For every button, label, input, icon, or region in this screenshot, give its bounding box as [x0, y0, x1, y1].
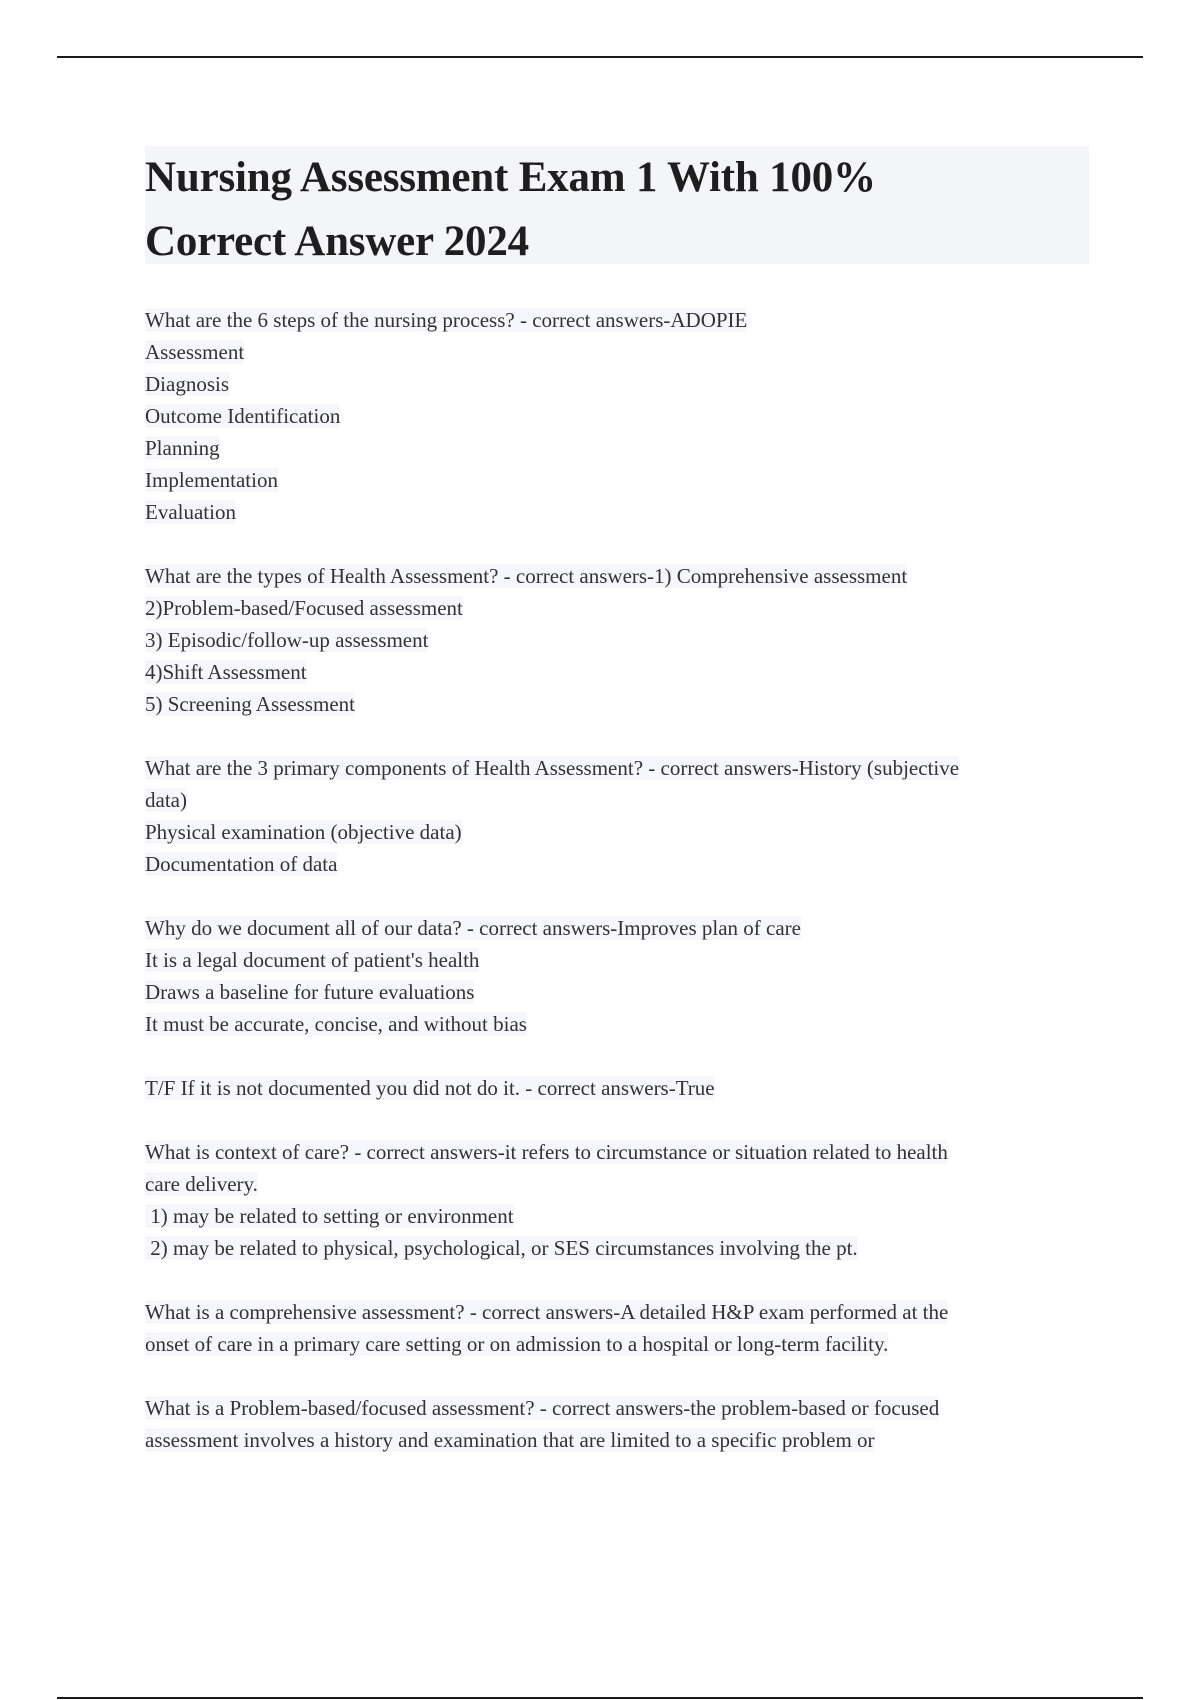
qa-item: [145, 1392, 1089, 1456]
question-line-continued: onset of care in a primary care setting or on admission to a hospital or long-term facility.: [145, 1332, 889, 1356]
question-line: What is context of care? - correct answers-it refers to circumstance or situation related to health: [145, 1140, 948, 1164]
header-rule: [57, 56, 1143, 58]
answer-line: It must be accurate, concise, and without bias: [145, 1012, 527, 1036]
qa-item: [145, 1136, 1089, 1264]
answer-line: Outcome Identification: [145, 404, 341, 428]
answer-line: It is a legal document of patient's health: [145, 948, 480, 972]
qa-item: [145, 1296, 1089, 1360]
answer-line: Implementation: [145, 468, 278, 492]
question-line: What are the 6 steps of the nursing process? - correct answers-ADOPIE: [145, 308, 748, 332]
answer-line: Draws a baseline for future evaluations: [145, 980, 475, 1004]
question-line-continued: care delivery.: [145, 1172, 258, 1196]
qa-item: [145, 912, 1089, 1040]
answer-line: 2) may be related to physical, psychological, or SES circumstances involving the pt.: [145, 1236, 858, 1260]
answer-line: Planning: [145, 436, 220, 460]
answer-line: Physical examination (objective data): [145, 820, 462, 844]
answer-line: 5) Screening Assessment: [145, 692, 355, 716]
question-line: T/F If it is not documented you did not do it. - correct answers-True: [145, 1076, 715, 1100]
answer-line: Diagnosis: [145, 372, 229, 396]
answer-line: Evaluation: [145, 500, 236, 524]
question-line: What is a comprehensive assessment? - correct answers-A detailed H&P exam performed at the: [145, 1300, 949, 1324]
answer-line: Assessment: [145, 340, 245, 364]
question-line: What are the types of Health Assessment? - correct answers-1) Comprehensive assessment: [145, 564, 908, 588]
question-line-continued: data): [145, 788, 187, 812]
answer-line: 2)Problem-based/Focused assessment: [145, 596, 463, 620]
qa-item: [145, 1072, 1089, 1104]
qa-item: [145, 304, 1089, 528]
question-line: What are the 3 primary components of Health Assessment? - correct answers-History (subjective: [145, 756, 960, 780]
answer-line: Documentation of data: [145, 852, 338, 876]
question-line-continued: assessment involves a history and examination that are limited to a specific problem or: [145, 1428, 875, 1452]
qa-item: [145, 560, 1089, 720]
qa-item: [145, 752, 1089, 880]
answer-line: 3) Episodic/follow-up assessment: [145, 628, 429, 652]
title-block: [145, 146, 1089, 264]
footer-rule: [57, 1697, 1143, 1699]
answer-line: 4)Shift Assessment: [145, 660, 307, 684]
answer-line: 1) may be related to setting or environment: [145, 1204, 514, 1228]
page-title: Nursing Assessment Exam 1 With 100% Correct Answer 2024: [145, 154, 876, 265]
question-line: Why do we document all of our data? - correct answers-Improves plan of care: [145, 916, 801, 940]
document-body: [145, 304, 1089, 1488]
question-line: What is a Problem-based/focused assessment? - correct answers-the problem-based or focused: [145, 1396, 940, 1420]
